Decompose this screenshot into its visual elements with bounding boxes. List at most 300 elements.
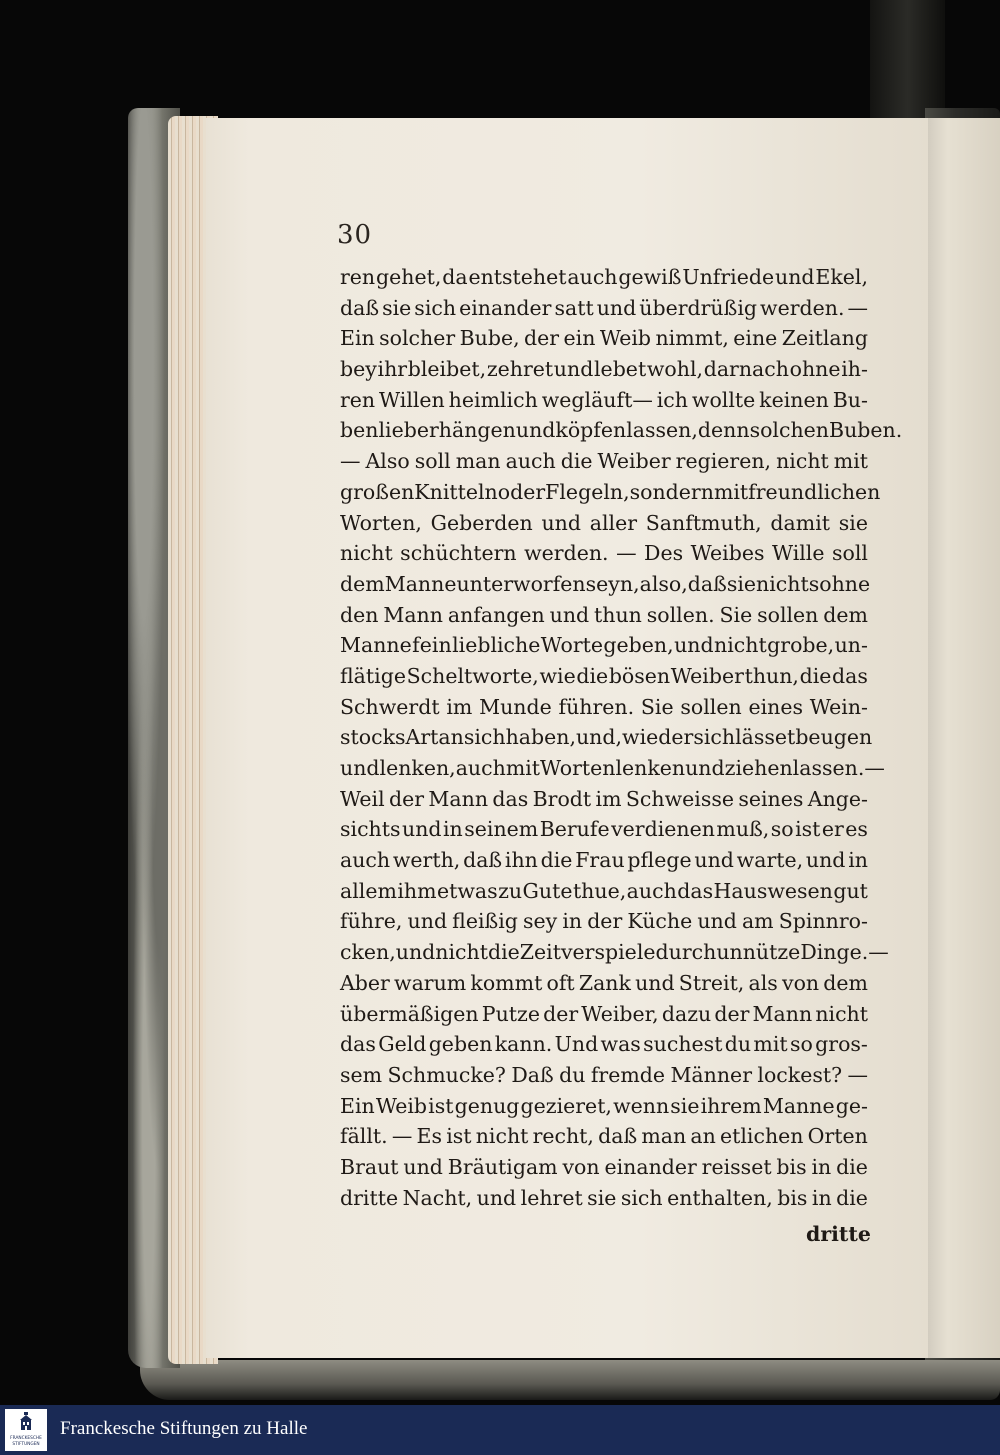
word: etlichen [719,1124,804,1149]
word: gut [833,878,868,903]
word: lieber [378,418,439,443]
word: eine [733,326,778,351]
word: Scheltworte, [406,663,539,688]
catchword: dritte [806,1222,871,1246]
word: lebet [594,357,647,382]
word: suchest [643,1032,723,1057]
word: Mann [383,602,443,627]
text-line [340,999,868,1030]
word: flätige [340,663,406,688]
word: man [455,449,501,474]
word: Braut [340,1154,399,1179]
word: ein [563,326,596,351]
word: du [559,1062,586,1087]
word: Weib [599,326,652,351]
word: und [515,418,556,443]
book-spine-top [870,0,945,125]
text-line [340,937,889,968]
word: Manne [340,633,412,658]
word: Munde [479,694,552,719]
word: die [799,663,832,688]
word: und [553,357,594,382]
word: Ekel, [815,265,868,289]
word: und [697,909,737,934]
word: auch [455,756,506,780]
word: Sie [719,602,753,627]
word: Also [365,449,410,474]
word: wenn [613,1093,670,1118]
word: er [821,817,844,842]
word: ist [428,1093,454,1118]
word: da [442,265,468,289]
word: damit [770,510,830,535]
word: durch [655,940,717,965]
word: cken, [340,940,396,965]
text-line [340,1091,868,1122]
word: fällt. [340,1124,388,1149]
word: nichts [756,571,820,596]
word: anfangen [447,602,545,627]
word: Daß [511,1062,554,1087]
word: oder [497,479,546,504]
word: als [748,970,778,995]
word: — [847,1062,868,1087]
word: der [658,725,694,750]
word: genug [454,1093,520,1118]
word: — [847,295,868,320]
word: sie [382,295,412,320]
word: ist [795,817,821,842]
word: sichts [340,817,401,842]
footer-bar [0,1405,1000,1455]
word: Putze [481,1001,540,1026]
word: einander [459,295,552,320]
word: sich [414,295,457,320]
word: daß [340,295,380,320]
word: wie [539,663,576,688]
word: — [616,541,637,566]
word: fleißig [452,909,518,934]
text-line [340,569,871,600]
facing-page-edge [925,118,1000,1358]
word: mit [505,756,541,780]
word: sie [670,1093,700,1118]
text-line [340,477,881,508]
word: wohl, [646,357,704,382]
word: der [587,909,623,934]
word: sey [523,909,558,934]
word: ben [340,418,379,443]
word: daß [598,1124,638,1149]
word: und [685,756,725,780]
word: das [677,878,714,903]
word: von [781,970,820,995]
word: Weibes [690,541,765,566]
word: Des [644,541,684,566]
word: ren [340,265,376,289]
orphanage-building-icon [19,1412,33,1432]
text-line [340,630,868,661]
word: ist [446,1124,472,1149]
word: lockest? [757,1062,843,1087]
word: Worten [540,756,616,780]
word: reisset [701,1154,772,1179]
word: auch [626,878,677,903]
word: Bu- [832,387,868,412]
text-line [340,906,868,937]
word: soll [831,541,868,566]
word: Ein [340,1093,375,1118]
word: dem [823,602,868,627]
word: Es [416,1124,443,1149]
word: der [714,1001,750,1026]
word: lenken, [379,756,456,780]
text-line [340,1121,868,1152]
word: die [836,1154,868,1179]
page-text-block [340,262,903,1213]
word: Bube, [459,326,520,351]
word: Geld [378,1032,427,1057]
word: sondern [629,479,714,504]
footer-title: Franckesche Stiftungen zu Halle [60,1418,308,1439]
text-line [340,968,868,999]
word: und [674,633,714,658]
word: solcher [379,326,456,351]
word: liebliche [452,633,541,658]
word: führe, [340,909,403,934]
word: — [391,1124,413,1149]
text-line [340,784,868,815]
word: und [402,817,442,842]
word: sie [838,510,868,535]
word: Bräutigam [447,1154,558,1179]
word: daß [687,571,727,596]
word: in [562,909,583,934]
word: hängen [438,418,516,443]
word: ziehen [724,756,793,780]
word: lassen, [626,418,698,443]
word: Mann [752,1001,813,1026]
word: gehet, [376,265,442,289]
word: unnütze [716,940,801,965]
word: Frau [575,848,625,873]
word: also, [639,571,688,596]
word: der [524,326,560,351]
word: gewiß [618,265,682,289]
word: zu [498,878,523,903]
word: enthalten, [667,1185,773,1210]
word: zehret [486,357,554,382]
word: verdienen [611,817,715,842]
word: Mann [428,786,489,811]
word: un- [834,633,868,658]
logo-text-line1: FRANCKESCHE [10,1436,42,1441]
word: so [770,817,794,842]
word: Worten, [340,510,422,535]
word: haben, [505,725,576,750]
word: nicht [475,1124,529,1149]
word: du [724,1032,752,1057]
text-line [340,508,868,539]
word: auch [505,449,556,474]
word: ren [340,387,376,412]
word: die [487,940,520,965]
word: und [340,756,380,780]
word: unterworfen [456,571,586,596]
word: sollen [680,694,742,719]
word: und [476,1185,517,1210]
word: Manne [762,1093,835,1118]
word: allem [340,878,397,903]
word: wegläuft— [541,387,653,412]
word: recht, [532,1124,594,1149]
word: die [560,449,593,474]
word: oft [546,970,575,995]
page-number: 30 [337,220,373,250]
word: man [641,1124,687,1149]
word: Weib [375,1093,428,1118]
word: stocks [340,725,406,750]
word: Spinnro- [778,909,868,934]
word: nimmt, [655,326,729,351]
word: in [443,817,463,842]
word: lassen.— [792,756,885,780]
word: ich [656,387,688,412]
word: es [845,817,868,842]
word: daß [463,848,503,873]
word: die [576,663,609,688]
word: bis [777,1185,808,1210]
word: mit [713,479,749,504]
word: mit [753,1032,788,1057]
word: ihn [504,848,538,873]
word: seines [738,786,804,811]
text-line [340,722,873,753]
word: bösen [608,663,671,688]
word: auch [340,848,391,873]
word: sich [463,725,506,750]
word: lehret [520,1185,583,1210]
word: so [789,1032,813,1057]
word: Brodt [532,786,592,811]
word: Männer [670,1062,752,1087]
word: was [600,1032,641,1057]
word: — [340,449,361,474]
word: fremde [590,1062,666,1087]
word: der [543,1001,579,1026]
word: Zeitlang [781,326,868,351]
word: sem [340,1062,383,1087]
word: das [492,786,529,811]
word: werden. [760,295,845,320]
word: Wille [771,541,825,566]
word: muß, [716,817,770,842]
word: Orten [807,1124,868,1149]
text-line [340,692,868,723]
word: seinem [464,817,539,842]
word: dem [340,571,385,596]
word: Art [405,725,439,750]
word: darnach [703,357,789,382]
text-line [340,661,868,692]
word: etwas [436,878,498,903]
text-line [340,538,868,569]
word: schüchtern [400,541,517,566]
word: Weiber, [581,1001,659,1026]
word: grobe, [767,633,835,658]
text-line [340,876,868,907]
word: ih- [841,357,868,382]
word: dazu [661,1001,712,1026]
word: Sie [640,694,674,719]
word: gezieret, [520,1093,612,1118]
word: werth, [392,848,461,873]
word: und [395,940,436,965]
text-line [340,1183,868,1214]
text-line [340,415,903,446]
word: verspiele [560,940,656,965]
word: Küche [627,909,693,934]
word: Schweisse [625,786,734,811]
book-bottom-edge [140,1360,1000,1400]
word: Unfriede [682,265,775,289]
word: nicht [714,633,767,658]
word: dritte [340,1185,399,1210]
word: Sanftmuth, [645,510,762,535]
word: Willen [379,387,445,412]
word: bey [340,357,377,382]
word: pflege [627,848,692,873]
word: ihm [397,878,437,903]
text-line [340,262,868,293]
word: bis [776,1154,807,1179]
word: freundlichen [748,479,881,504]
word: entstehet [468,265,567,289]
word: Schwerdt [340,694,440,719]
text-line [340,385,868,416]
word: lässet [735,725,796,750]
word: kann. [494,1032,553,1057]
word: Gute [522,878,573,903]
word: an [690,1124,716,1149]
word: und [805,848,846,873]
word: aller [589,510,638,535]
word: Weiber [670,663,744,688]
text-line [340,600,868,631]
word: großen [340,479,415,504]
word: und [694,848,734,873]
word: in [848,848,868,873]
text-line [340,1060,868,1091]
word: Geberden [430,510,533,535]
word: keinen [759,387,829,412]
word: der [389,786,425,811]
text-line [340,354,868,385]
word: im [595,786,622,811]
word: Nacht, [402,1185,473,1210]
text-line [340,845,868,876]
word: sich [693,725,736,750]
word: Hauswesen [713,878,833,903]
word: die [836,1185,868,1210]
word: regieren, [675,449,772,474]
word: Zank [578,970,631,995]
word: warum [394,970,467,995]
word: kommt [470,970,543,995]
text-line [340,1029,868,1060]
word: fein [412,633,452,658]
word: einander [604,1154,697,1179]
word: sie [587,1185,617,1210]
word: und [541,510,581,535]
word: das [340,1032,376,1057]
word: ge- [835,1093,868,1118]
word: Berufe [539,817,610,842]
word: und [635,970,675,995]
word: in [811,1185,832,1210]
word: Aber [340,970,390,995]
word: sollen [757,602,819,627]
text-line [340,323,868,354]
word: köpfen [555,418,627,443]
text-line [340,446,868,477]
word: an [438,725,464,750]
word: auch [567,265,618,289]
word: werden. [524,541,609,566]
word: bleibet, [407,357,487,382]
word: sollen. [646,602,715,627]
word: die [540,848,573,873]
word: thue, [572,878,627,903]
word: Flegeln, [545,479,630,504]
word: Schmucke? [387,1062,506,1087]
word: ohne [789,357,841,382]
word: und [407,909,448,934]
word: Weiber [597,449,671,474]
word: Und [554,1032,599,1057]
word: lenken [615,756,686,780]
word: geben [428,1032,493,1057]
word: gros- [815,1032,868,1057]
word: und [775,265,815,289]
word: Wein- [809,694,868,719]
word: warte, [736,848,804,873]
word: von [562,1154,600,1179]
word: eines [748,694,803,719]
word: solchen [749,418,829,443]
word: Manne [384,571,457,596]
word: am [741,909,774,934]
text-line [340,1152,868,1183]
word: heimlich [448,387,538,412]
logo-text-line2: STIFTUNGEN [12,1442,40,1447]
word: thun [594,602,642,627]
word: seyn, [585,571,640,596]
word: Weil [340,786,385,811]
word: Ein [340,326,375,351]
word: denn [697,418,750,443]
word: und [403,1154,443,1179]
word: nicht [815,1001,868,1026]
word: ohne [819,571,871,596]
word: satt [554,295,594,320]
word: den [340,602,379,627]
word: und [549,602,590,627]
word: das [832,663,868,688]
word: Zeit [519,940,561,965]
word: Buben. [829,418,903,443]
word: und [596,295,637,320]
